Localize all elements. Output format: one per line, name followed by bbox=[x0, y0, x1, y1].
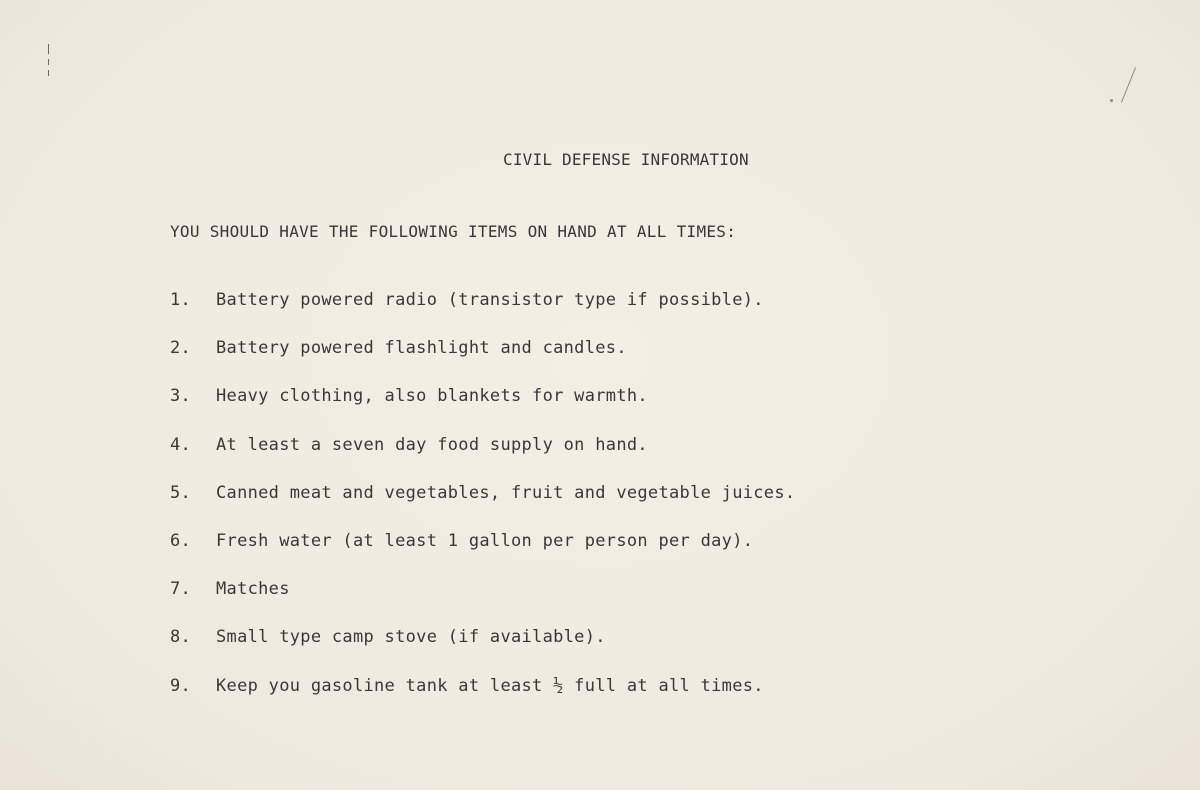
item-text: Fresh water (at least 1 gallon per person per day). bbox=[216, 530, 754, 551]
item-text: Heavy clothing, also blankets for warmth. bbox=[216, 386, 648, 407]
paper-mark bbox=[1121, 67, 1136, 103]
item-text: At least a seven day food supply on hand. bbox=[216, 434, 648, 455]
item-number: 9. bbox=[170, 675, 192, 696]
item-text: Matches bbox=[216, 579, 290, 600]
paper-speck bbox=[1110, 99, 1113, 102]
item-number: 8. bbox=[170, 627, 192, 648]
list-item bbox=[170, 386, 795, 434]
item-number: 3. bbox=[170, 386, 192, 407]
item-number: 5. bbox=[170, 482, 192, 503]
list-item bbox=[170, 435, 795, 483]
item-number: 6. bbox=[170, 530, 192, 551]
list-item bbox=[170, 579, 795, 627]
item-number: 1. bbox=[170, 290, 192, 310]
paper-mark bbox=[48, 44, 49, 54]
item-text: Canned meat and vegetables, fruit and vegetable juices. bbox=[216, 482, 796, 503]
item-number: 7. bbox=[170, 579, 192, 600]
list-item bbox=[170, 627, 795, 675]
list-item bbox=[170, 290, 795, 338]
supply-list bbox=[170, 290, 795, 724]
item-number: 2. bbox=[170, 338, 192, 359]
list-item bbox=[170, 676, 795, 724]
document-title: CIVIL DEFENSE INFORMATION bbox=[503, 150, 749, 169]
item-text: Battery powered radio (transistor type if possible). bbox=[216, 290, 764, 310]
paper-mark bbox=[48, 59, 49, 65]
list-item bbox=[170, 531, 795, 579]
instruction-heading: YOU SHOULD HAVE THE FOLLOWING ITEMS ON HAND AT ALL TIMES: bbox=[170, 222, 737, 241]
item-text: Keep you gasoline tank at least ½ full at all times. bbox=[216, 675, 764, 696]
item-text: Small type camp stove (if available). bbox=[216, 627, 606, 648]
paper-mark bbox=[48, 70, 49, 76]
item-number: 4. bbox=[170, 434, 192, 455]
list-item bbox=[170, 338, 795, 386]
item-text: Battery powered flashlight and candles. bbox=[216, 338, 627, 359]
list-item bbox=[170, 483, 795, 531]
